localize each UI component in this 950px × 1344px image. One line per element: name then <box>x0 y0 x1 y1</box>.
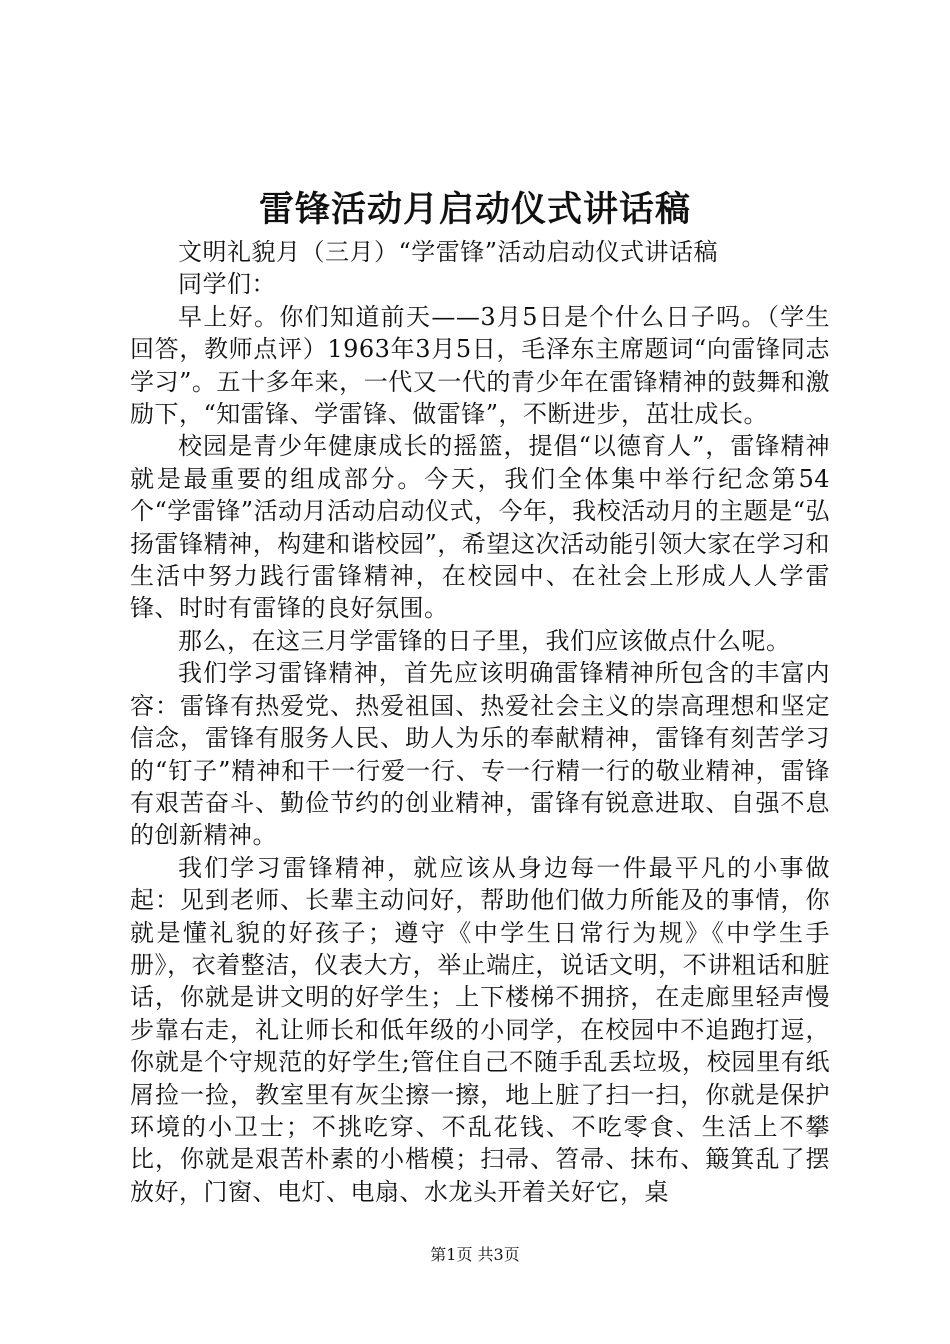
page-footer: 第1页 共3页 <box>430 1245 520 1264</box>
paragraph: 校园是青少年健康成长的摇篮，提倡“以德育人”，雷锋精神就是最重要的组成部分。今天，我们全体集中举行纪念第54个“学雷锋”活动月活动启动仪式，今年，我校活动月的主题是“弘扬雷锋精神，构建和谐校园”，希望这次活动能引领大家在学习和生活中努力践行雷锋精神，在校园中、在社会上形成人人学雷锋、时时有雷锋的良好氛围。 <box>130 432 830 623</box>
paragraph: 早上好。你们知道前天——3月5日是个什么日子吗。（学生回答，教师点评）1963年3月5日，毛泽东主席题词“向雷锋同志学习”。五十多年来，一代又一代的青少年在雷锋精神的鼓舞和激励下，“知雷锋、学雷锋、做雷锋”，不断进步，茁壮成长。 <box>130 302 830 429</box>
document-title: 雷锋活动月启动仪式讲话稿 <box>258 189 691 230</box>
greeting-line: 同学们： <box>178 270 276 299</box>
document-body <box>130 236 830 1208</box>
paragraph: 那么，在这三月学雷锋的日子里，我们应该做点什么呢。 <box>178 626 791 655</box>
paragraph: 我们学习雷锋精神，首先应该明确雷锋精神所包含的丰富内容：雷锋有热爱党、热爱祖国、热爱社会主义的崇高理想和坚定信念，雷锋有服务人民、助人为乐的奉献精神，雷锋有刻苦学习的“钉子”精神和干一行爱一行、专一行精一行的敬业精神，雷锋有艰苦奋斗、勤俭节约的创业精神，雷锋有锐意进取、自强不息的创新精神。 <box>130 659 830 850</box>
paragraph: 我们学习雷锋精神，就应该从身边每一件最平凡的小事做起：见到老师、长辈主动问好，帮助他们做力所能及的事情，你就是懂礼貌的好孩子；遵守《中学生日常行为规》《中学生手册》，衣着整洁，仪表大方，举止端庄，说话文明，不讲粗话和脏话，你就是讲文明的好学生；上下楼梯不拥挤，在走廊里轻声慢步靠右走，礼让师长和低年级的小同学，在校园中不追跑打逗，你就是个守规范的好学生;管住自己不随手乱丢垃圾，校园里有纸屑捡一捡，教室里有灰尘擦一擦，地上脏了扫一扫，你就是保护环境的小卫士；不挑吃穿、不乱花钱、不吃零食、生活上不攀比，你就是艰苦朴素的小楷模；扫帚、笤帚、抹布、簸箕乱了摆放好，门窗、电灯、电扇、水龙头开着关好它，桌 <box>130 853 830 1206</box>
subtitle-line: 文明礼貌月（三月）“学雷锋”活动启动仪式讲话稿 <box>178 238 719 266</box>
